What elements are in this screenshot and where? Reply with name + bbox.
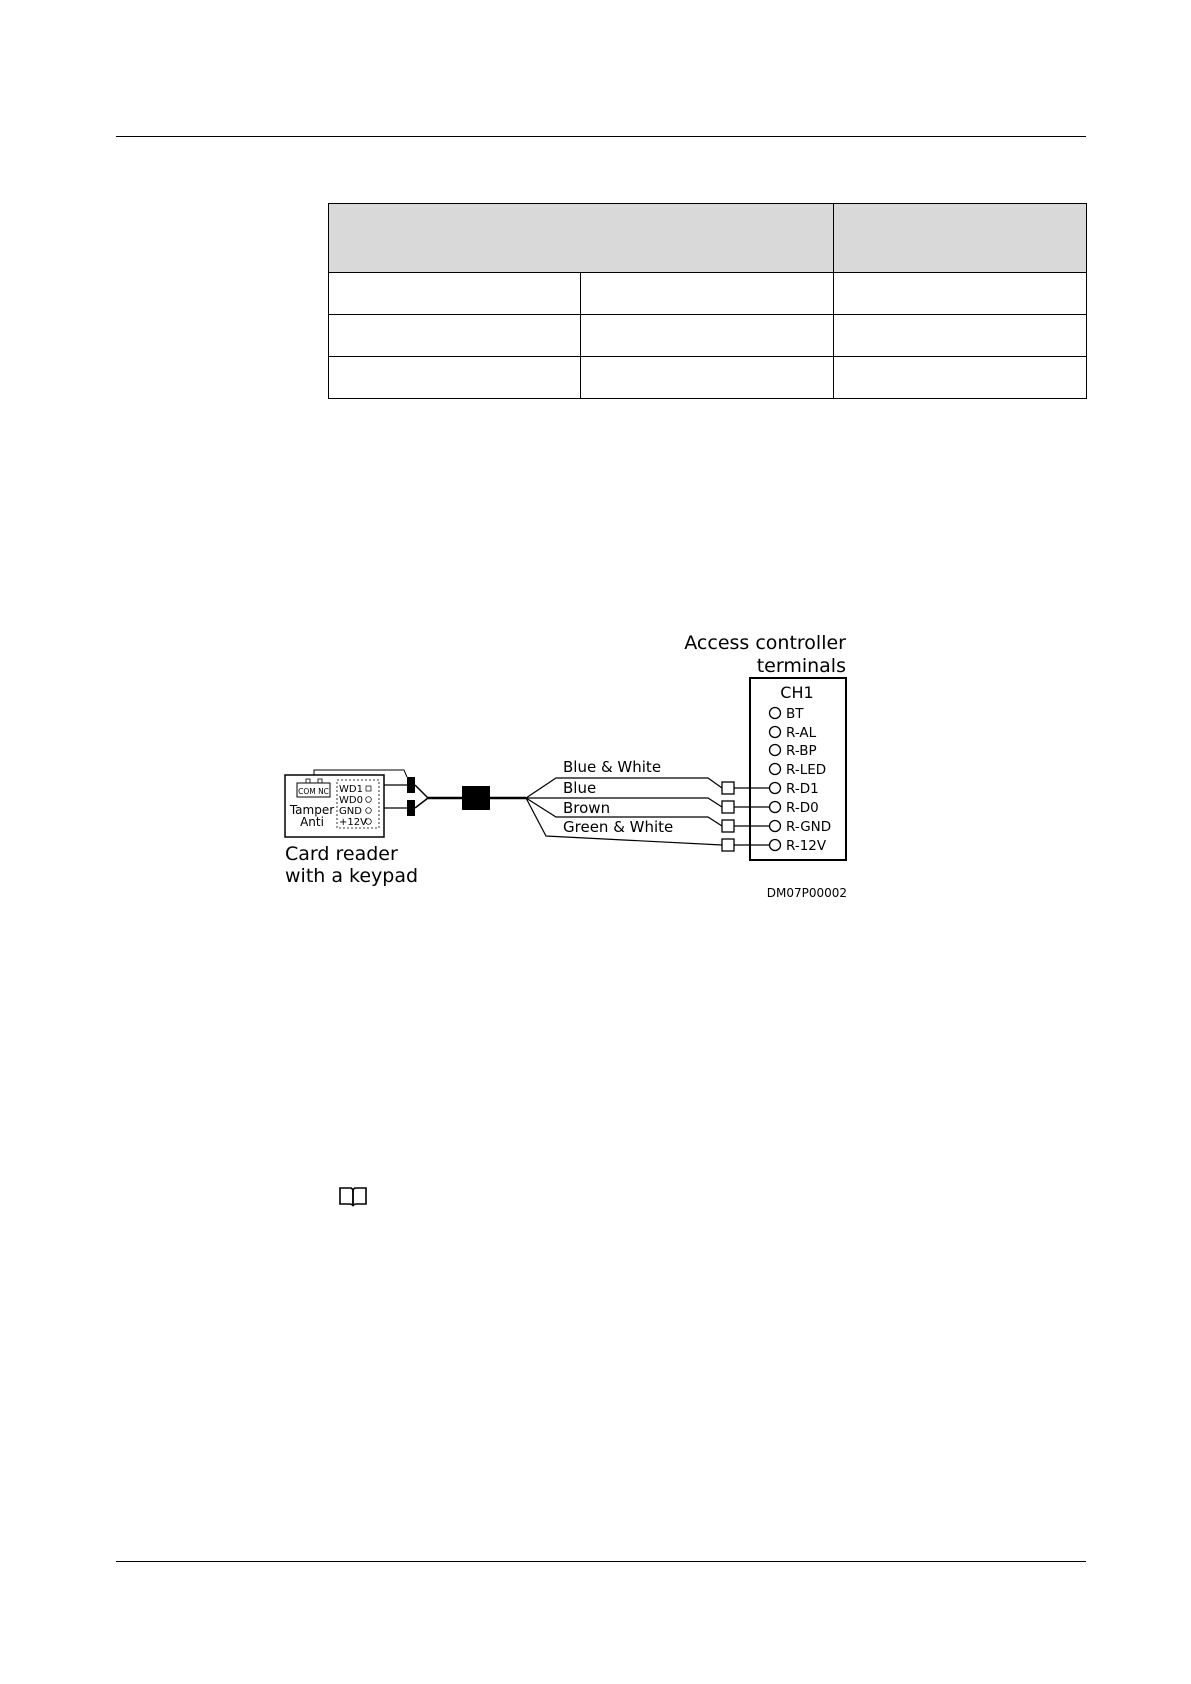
terminal-circle <box>770 840 781 851</box>
reader-pin-label: WD0 <box>339 795 363 806</box>
terminal-label: BT <box>786 706 804 722</box>
terminal-label: R-BP <box>786 743 817 759</box>
terminal-circle <box>770 783 781 794</box>
terminal-label: R-12V <box>786 838 827 854</box>
wire-terminal-square <box>722 801 734 813</box>
wire-label: Blue & White <box>563 758 662 776</box>
cable-junction-block <box>462 786 490 810</box>
terminal-label: R-GND <box>786 819 832 835</box>
terminal-circle <box>770 727 781 738</box>
terminal-label: R-D0 <box>786 800 819 816</box>
figure-id: DM07P00002 <box>766 886 847 900</box>
wire-label: Brown <box>563 799 611 817</box>
wire-label: Green & White <box>563 818 674 836</box>
terminal-label: R-LED <box>786 762 827 778</box>
terminal-label: R-D1 <box>786 781 819 797</box>
wire-label: Blue <box>563 779 597 797</box>
reader-pin-label: WD1 <box>339 784 363 795</box>
reader-caption-line1: Card reader <box>285 843 398 865</box>
terminal-circle <box>770 802 781 813</box>
footer-rule <box>116 1561 1086 1562</box>
terminal-circle <box>770 764 781 775</box>
com-nc-label: COM NC <box>298 787 329 796</box>
book-icon <box>338 1185 368 1209</box>
terminal-circle <box>770 821 781 832</box>
controller-title-line2: terminals <box>756 655 846 677</box>
terminal-circle <box>770 745 781 756</box>
connector-joint <box>415 785 428 808</box>
terminal-label: R-AL <box>786 725 817 741</box>
reader-pin-label: GND <box>339 806 362 817</box>
wire-blue-white <box>526 778 722 798</box>
reader-caption-line2: with a keypad <box>285 865 419 887</box>
wire-terminal-square <box>722 839 734 851</box>
tamper-label: Tamper <box>289 803 335 817</box>
wire-blue <box>526 798 722 807</box>
anti-label: Anti <box>300 815 324 829</box>
wire-terminal-square <box>722 820 734 832</box>
wire-terminal-square <box>722 782 734 794</box>
controller-title-line1: Access controller <box>684 632 846 654</box>
channel-label: CH1 <box>780 683 814 702</box>
terminal-circle <box>770 708 781 719</box>
connector-plug <box>407 777 415 793</box>
connector-plug <box>407 800 415 816</box>
reader-pin-label: +12V <box>339 817 367 828</box>
